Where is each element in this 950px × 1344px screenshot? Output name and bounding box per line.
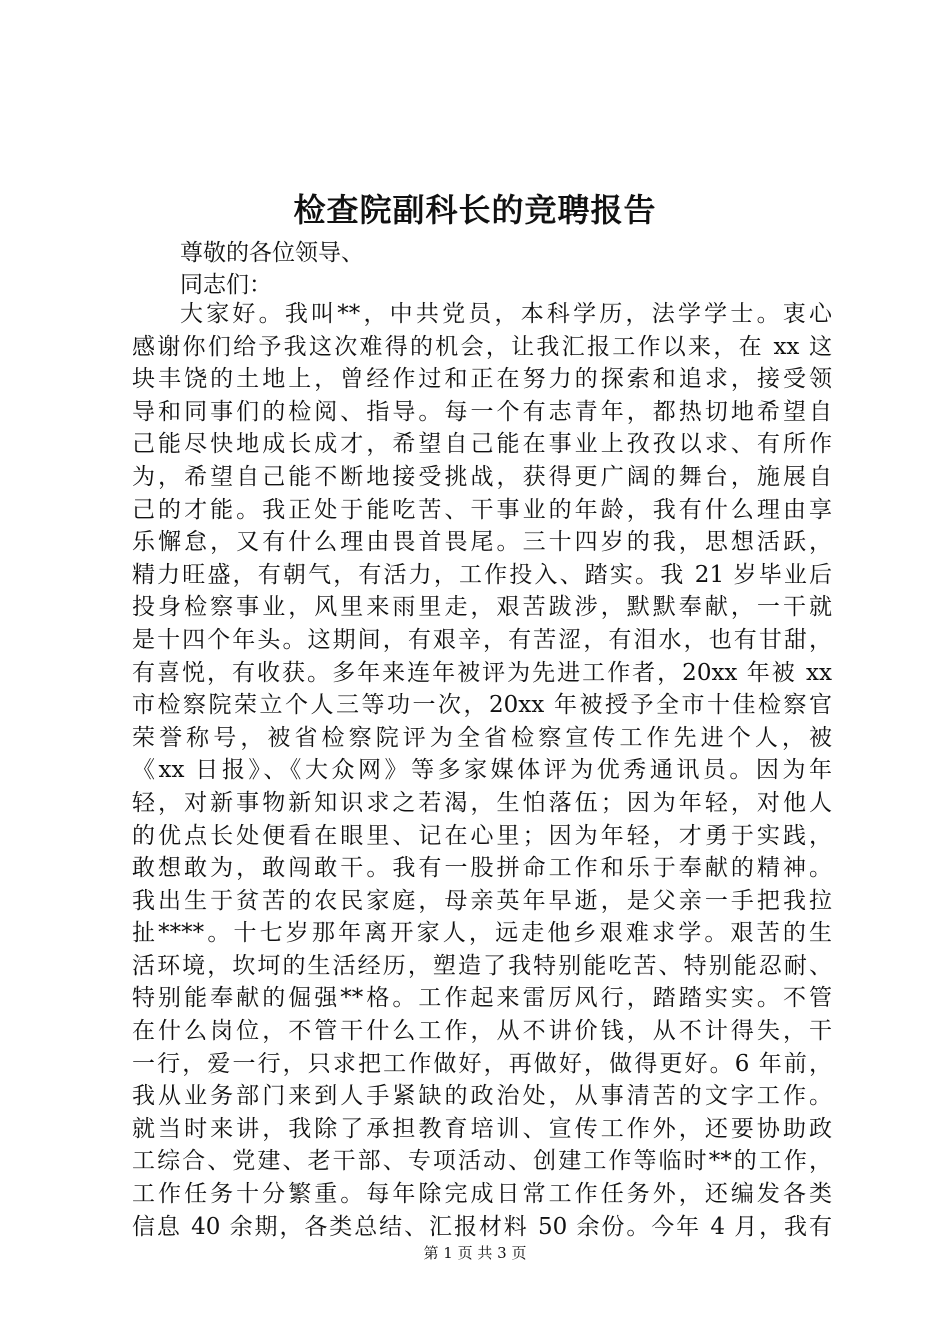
- body-line: 我从业务部门来到人手紧缺的政治处，从事清苦的文字工作。: [132, 1083, 832, 1110]
- body-line: 是十四个年头。这期间，有艰辛，有苦涩，有泪水，也有甘甜，: [132, 626, 832, 653]
- body-line: 己的才能。我正处于能吃苦、干事业的年龄，我有什么理由享: [132, 496, 832, 523]
- body-line: 扯****。十七岁那年离开家人，远走他乡艰难求学。艰苦的生: [132, 920, 832, 947]
- body-line: 信息 40 余期，各类总结、汇报材料 50 余份。今年 4 月，我有: [132, 1213, 832, 1240]
- body-line: 投身检察事业，风里来雨里走，艰苦跋涉，默默奉献，一干就: [132, 594, 832, 621]
- body-paragraph: [132, 298, 832, 1243]
- body-line: 感谢你们给予我这次难得的机会，让我汇报工作以来，在 xx 这: [132, 333, 832, 360]
- body-line: 轻，对新事物新知识求之若渴，生怕落伍；因为年轻，对他人: [132, 789, 832, 816]
- body-line: 工综合、党建、老干部、专项活动、创建工作等临时**的工作，: [132, 1148, 832, 1175]
- page-footer: 第 1 页 共 3 页: [423, 1244, 527, 1262]
- body-line: 导和同事们的检阅、指导。每一个有志青年，都热切地希望自: [132, 398, 832, 425]
- body-line: 就当时来讲，我除了承担教育培训、宣传工作外，还要协助政: [132, 1115, 832, 1142]
- body-line: 工作任务十分繁重。每年除完成日常工作任务外，还编发各类: [132, 1181, 832, 1208]
- body-line: 己能尽快地成长成才，希望自己能在事业上孜孜以求、有所作: [132, 431, 832, 458]
- body-line: 敢想敢为，敢闯敢干。我有一股拼命工作和乐于奉献的精神。: [132, 855, 832, 882]
- body-line: 我出生于贫苦的农民家庭，母亲英年早逝，是父亲一手把我拉: [132, 887, 832, 914]
- salutation-line: 尊敬的各位领导、: [180, 240, 364, 266]
- body-line: 市检察院荣立个人三等功一次，20xx 年被授予全市十佳检察官: [132, 692, 832, 719]
- body-line: 为，希望自己能不断地接受挑战，获得更广阔的舞台，施展自: [132, 463, 832, 490]
- body-line: 在什么岗位，不管干什么工作，从不讲价钱，从不计得失，干: [132, 1018, 832, 1045]
- salutation-line: 同志们：: [180, 272, 272, 298]
- body-line: 大家好。我叫**，中共党员，本科学历，法学学士。衷心: [180, 301, 832, 327]
- body-line: 荣誉称号，被省检察院评为全省检察宣传工作先进个人，被: [132, 724, 832, 751]
- body-line: 活环境，坎坷的生活经历，塑造了我特别能吃苦、特别能忍耐、: [132, 952, 832, 979]
- body-line: 块丰饶的土地上，曾经作过和正在努力的探索和追求，接受领: [132, 366, 832, 393]
- body-line: 精力旺盛，有朝气，有活力，工作投入、踏实。我 21 岁毕业后: [132, 561, 832, 588]
- body-line: 有喜悦，有收获。多年来连年被评为先进工作者，20xx 年被 xx: [132, 659, 832, 686]
- body-line: 《xx 日报》、《大众网》等多家媒体评为优秀通讯员。因为年: [132, 757, 832, 784]
- body-line: 的优点长处便看在眼里、记在心里；因为年轻，才勇于实践，: [132, 822, 832, 849]
- body-line: 一行，爱一行，只求把工作做好，再做好，做得更好。6 年前，: [132, 1050, 832, 1077]
- body-line: 特别能奉献的倔强**格。工作起来雷厉风行，踏踏实实。不管: [132, 985, 832, 1012]
- body-line: 乐懈怠，又有什么理由畏首畏尾。三十四岁的我，思想活跃，: [132, 529, 832, 556]
- document-title: 检查院副科长的竞聘报告: [293, 191, 657, 229]
